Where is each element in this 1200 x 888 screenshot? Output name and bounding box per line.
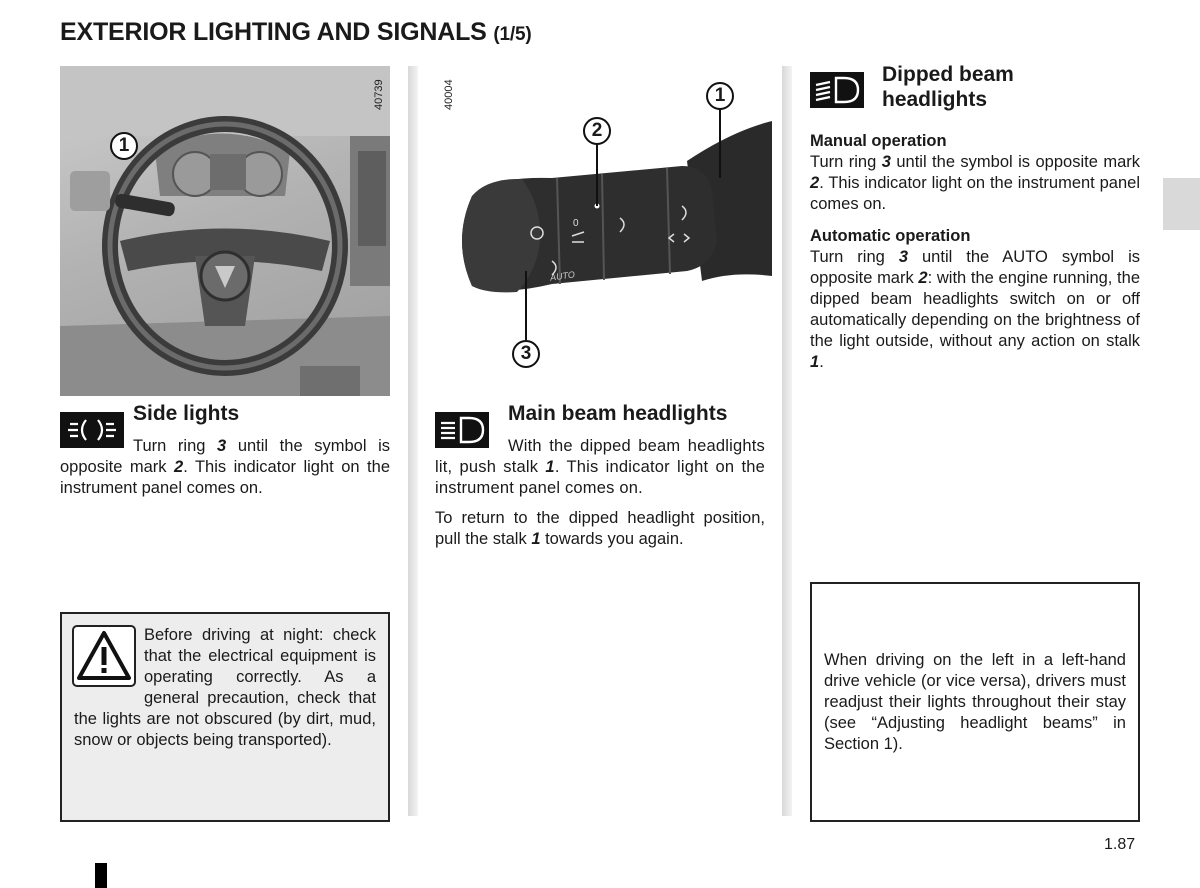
stalk-diagram — [432, 66, 772, 396]
column-divider-shade — [782, 66, 792, 816]
side-lights-heading: Side lights — [133, 402, 240, 425]
manual-text-a: Turn ring — [810, 153, 882, 171]
note-text: When driving on the left in a left-hand drive vehicle (or vice versa), drivers must readjust their lights throughout their stay (see “Adjusting headlight beams” in Section 1). — [824, 651, 1126, 753]
ref-mark-2: 2 — [810, 174, 820, 192]
ref-ring-3: 3 — [881, 153, 891, 171]
page-number: 1.87 — [1104, 836, 1136, 853]
side-lights-text-a: Turn ring — [133, 437, 218, 455]
callout-2-stalk: 2 — [583, 117, 611, 145]
side-lights-text — [60, 436, 390, 499]
page-title — [60, 18, 531, 47]
side-lights-text-c: . This indicator light on the instrument panel comes on. — [60, 458, 390, 497]
automatic-operation-heading: Automatic operation — [810, 227, 971, 245]
figure-ref-stalk: 40004 — [443, 79, 455, 110]
print-cut-mark — [95, 863, 107, 888]
manual-operation-heading: Manual operation — [810, 132, 947, 150]
stalk-label-off: 0 — [573, 218, 579, 229]
ref-stalk-1: 1 — [531, 530, 541, 548]
column-divider-shade — [408, 66, 418, 816]
main-beam-p2-a: To return to the dipped headlight position, pull the stalk — [435, 509, 765, 548]
page-part-indicator: (1/5) — [493, 24, 532, 45]
callout-3-stalk: 3 — [512, 340, 540, 368]
ref-ring-3: 3 — [217, 437, 227, 455]
main-beam-p2-b: towards you again. — [540, 530, 684, 548]
dipped-beam-text — [810, 131, 1140, 373]
dipped-beam-heading-line2: headlights — [882, 88, 988, 111]
dipped-beam-heading — [882, 62, 1014, 112]
stalk-label-auto: AUTO — [549, 269, 576, 283]
main-beam-text — [435, 436, 765, 550]
callout-1-stalk: 1 — [706, 82, 734, 110]
main-beam-p1-b: . This indicator light on the instrument panel comes on. — [435, 458, 765, 497]
main-beam-p1-a: With the dipped beam headlights lit, push stalk — [435, 437, 765, 476]
dipped-beam-icon — [810, 72, 864, 108]
note-box — [810, 582, 1140, 822]
auto-text-a: Turn ring — [810, 248, 899, 266]
ref-mark-2: 2 — [918, 269, 928, 287]
dipped-beam-heading-line1: Dipped beam — [882, 63, 1014, 86]
ref-ring-3: 3 — [898, 248, 909, 266]
auto-text-d: . — [819, 353, 824, 371]
ref-mark-2: 2 — [174, 458, 184, 476]
figure-ref-dashboard: 40739 — [373, 79, 385, 110]
section-tab — [1163, 178, 1200, 230]
ref-stalk-1: 1 — [545, 458, 555, 476]
side-lights-text-b: until the symbol is opposite mark — [60, 437, 390, 476]
main-beam-heading: Main beam headlights — [508, 402, 728, 425]
auto-text-b: until the AUTO symbol is opposite mark — [810, 248, 1141, 287]
page-title-text: EXTERIOR LIGHTING AND SIGNALS — [60, 18, 487, 46]
manual-text-c: . This indicator light on the instrument panel comes on. — [810, 174, 1140, 213]
warning-box — [60, 612, 390, 822]
callout-1-dashboard: 1 — [110, 132, 138, 160]
ref-stalk-1: 1 — [810, 353, 820, 371]
manual-text-b: until the symbol is opposite mark — [890, 153, 1140, 171]
warning-text: Before driving at night: check that the electrical equipment is operating correctly. As a general precaution, check that the lights are not obscured (by dirt, mud, snow or objects being transported). — [74, 626, 376, 749]
auto-text-c: : with the engine running, the dipped beam headlights switch on or off automatically depending on the brightness of the light outside, without any action on stalk — [810, 269, 1140, 350]
dashboard-photo — [60, 66, 390, 396]
